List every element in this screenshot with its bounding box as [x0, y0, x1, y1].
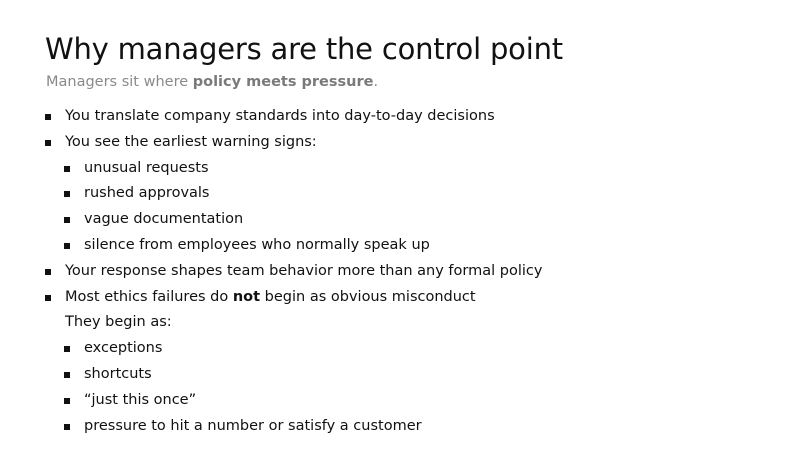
sub-bullet-text: shortcuts [84, 365, 152, 382]
bullet-item [0, 285, 800, 311]
bullet-text: You translate company standards into day-to-day decisions [65, 108, 495, 124]
sub-bullet-item [0, 388, 800, 414]
square-bullet-icon [64, 372, 70, 378]
bullet-text-emphasis: not [232, 288, 261, 305]
continuation-line [0, 310, 800, 336]
square-bullet-icon [64, 398, 70, 404]
sub-bullet-item [0, 336, 800, 362]
square-bullet-icon [45, 295, 51, 301]
square-bullet-icon [64, 346, 70, 352]
sub-bullet-item [0, 181, 800, 207]
bullet-text-after: begin as obvious misconduct [260, 288, 476, 305]
bullet-item [0, 259, 800, 285]
square-bullet-icon [64, 424, 70, 430]
subtitle-highlight: policy meets pressure [192, 74, 374, 90]
subtitle-prefix: Managers sit where [46, 74, 193, 90]
bullet-text [65, 285, 476, 311]
slide-title: Why managers are the control point [45, 32, 563, 66]
square-bullet-icon [45, 114, 51, 120]
sub-bullet-item [0, 233, 800, 259]
sub-bullet-item [0, 414, 800, 440]
square-bullet-icon [64, 166, 70, 172]
sub-bullet-item [0, 156, 800, 182]
sub-bullet-text: exceptions [84, 340, 163, 357]
square-bullet-icon [64, 217, 70, 223]
bullet-item [0, 104, 800, 130]
bullet-list [0, 104, 800, 439]
square-bullet-icon [64, 243, 70, 249]
sub-bullet-text: rushed approvals [84, 185, 210, 202]
continuation-text: They begin as: [65, 314, 172, 331]
sub-bullet-text: vague documentation [84, 211, 244, 228]
square-bullet-icon [45, 140, 51, 146]
sub-bullet-text: “just this once” [84, 391, 197, 408]
bullet-text: You see the earliest warning signs: [65, 133, 317, 150]
bullet-text: Your response shapes team behavior more than any formal policy [65, 262, 543, 279]
slide-subtitle [46, 72, 378, 92]
sub-bullet-item [0, 362, 800, 388]
square-bullet-icon [45, 269, 51, 275]
sub-bullet-text: silence from employees who normally speak up [84, 236, 430, 253]
bullet-text-before: Most ethics failures do [65, 288, 233, 305]
bullet-item [0, 130, 800, 156]
square-bullet-icon [64, 191, 70, 197]
sub-bullet-text: pressure to hit a number or satisfy a customer [84, 417, 422, 434]
sub-bullet-text: unusual requests [84, 159, 209, 176]
sub-bullet-item [0, 207, 800, 233]
subtitle-suffix: . [373, 74, 379, 90]
